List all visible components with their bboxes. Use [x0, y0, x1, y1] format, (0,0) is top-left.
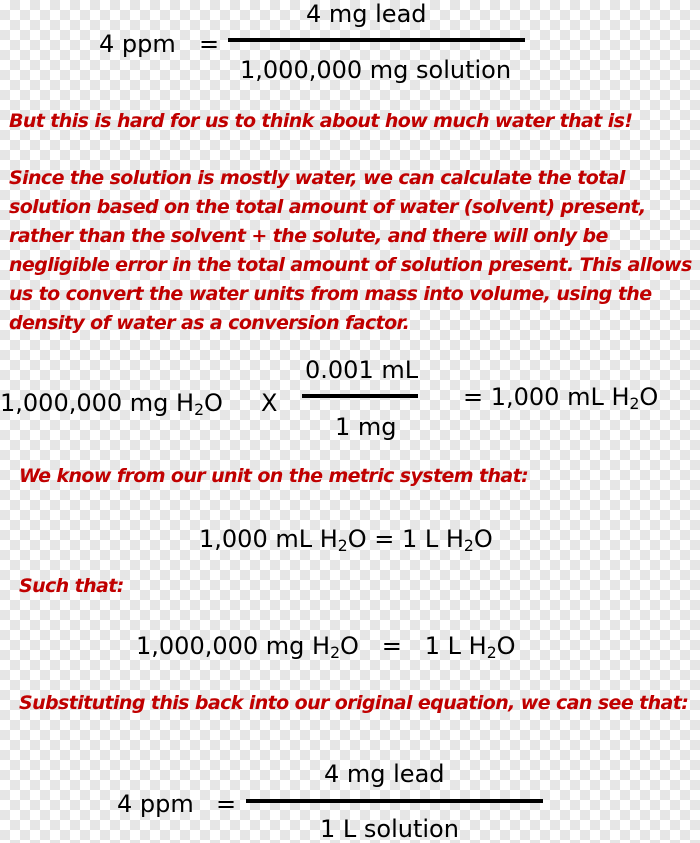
eq4-text: 1,000,000 mg H — [136, 632, 331, 660]
eq5-equals: = — [216, 790, 237, 818]
eq3-tail: O — [473, 525, 493, 553]
eq1-denominator: 1,000,000 mg solution — [240, 56, 512, 84]
note-mostly-water: Since the solution is mostly water, we can calculate the total solution based on the total amount of water (solvent) present, rather than the solvent + the solute, and there will only be negligible error in the total amount of solution present. This allows us to convert the water units from mass into volume, using the density of water as a conversion factor. — [9, 167, 692, 334]
equation-ml-to-liter — [199, 525, 493, 553]
eq2-lhs — [0, 389, 223, 417]
eq5-numerator: 4 mg lead — [324, 760, 445, 788]
eq3-text: 1,000 mL H — [199, 525, 338, 553]
note-metric-system: We know from our unit on the metric system that: — [19, 465, 529, 487]
eq1-equals: = — [199, 30, 220, 58]
eq1-fraction-bar — [228, 38, 525, 42]
eq2-result-subscript: 2 — [629, 394, 640, 413]
eq1-numerator: 4 mg lead — [306, 0, 427, 28]
eq3-middle: O = 1 L H — [347, 525, 464, 553]
eq2-result-text: = 1,000 mL H — [463, 383, 630, 411]
eq3-subscript-a: 2 — [337, 536, 348, 555]
equation-mg-to-liter — [136, 632, 516, 660]
note-such-that: Such that: — [19, 575, 124, 597]
eq1-lhs: 4 ppm — [99, 30, 176, 58]
eq5-denominator: 1 L solution — [320, 815, 459, 843]
eq4-subscript-b: 2 — [486, 643, 497, 662]
eq2-lhs-tail: O — [203, 389, 223, 417]
eq5-fraction-bar — [246, 799, 543, 803]
eq3-subscript-b: 2 — [463, 536, 474, 555]
note-substituting: Substituting this back into our original equation, we can see that: — [19, 692, 689, 714]
note-hard-to-think: But this is hard for us to think about how much water that is! — [9, 110, 633, 132]
eq2-fraction-bar — [302, 394, 418, 398]
eq5-lhs: 4 ppm — [117, 790, 194, 818]
eq2-lhs-subscript: 2 — [194, 400, 204, 419]
eq2-times: X — [261, 389, 278, 417]
eq2-denominator: 1 mg — [335, 413, 397, 441]
eq4-subscript-a: 2 — [330, 643, 340, 662]
eq4-middle: O = 1 L H — [339, 632, 487, 660]
eq4-tail: O — [496, 632, 516, 660]
eq2-lhs-text: 1,000,000 mg H — [0, 389, 195, 417]
eq2-result — [463, 383, 658, 411]
eq2-result-tail: O — [639, 383, 659, 411]
eq2-numerator: 0.001 mL — [305, 356, 419, 384]
